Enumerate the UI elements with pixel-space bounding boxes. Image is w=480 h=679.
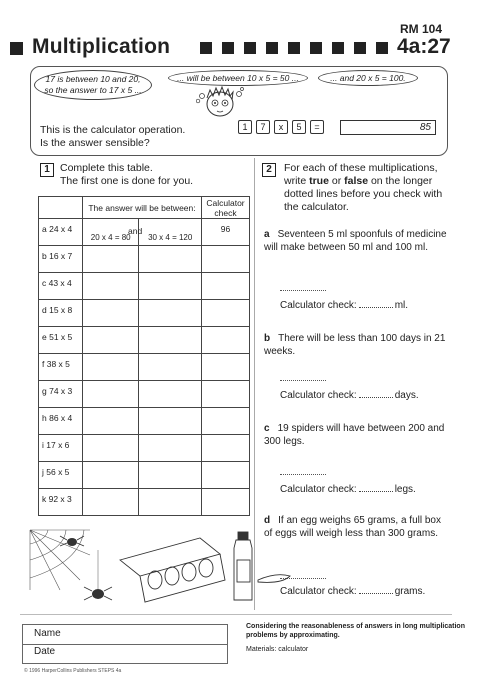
title-bullet-square (10, 42, 23, 55)
thinking-child-illustration (196, 82, 244, 120)
lower-estimate-cell[interactable] (83, 327, 139, 354)
section-2-text-b: or (328, 175, 345, 187)
section-1-line2: The first one is done for you. (60, 175, 194, 187)
title-decor-square (222, 42, 234, 54)
question-a (264, 228, 450, 254)
table-row (39, 327, 250, 354)
egg-box-icon (120, 538, 225, 602)
teacher-note: Considering the reasonableness of answers in long multiplication problems by approximating. (246, 623, 465, 639)
and-label: and (128, 226, 143, 236)
name-field-label[interactable]: Name (34, 628, 61, 639)
intro-question (40, 124, 185, 150)
table-head-blank (39, 197, 83, 219)
thought-bubble-2: ... will be between 10 x 5 = 50 ... (168, 70, 308, 86)
row-label: g 74 x 3 (39, 381, 83, 408)
calculator-check-cell[interactable] (202, 408, 250, 435)
table-head-check: Calculator check (202, 197, 250, 219)
table-row (39, 246, 250, 273)
table-row (39, 408, 250, 435)
upper-estimate-cell[interactable] (139, 246, 202, 273)
calculator-check-cell[interactable] (202, 327, 250, 354)
question-letter: d (264, 515, 271, 526)
check-line-b (280, 390, 419, 401)
table-row (39, 354, 250, 381)
row-label: k 92 x 3 (39, 489, 83, 516)
title-decor-square (310, 42, 322, 54)
question-c (264, 422, 450, 448)
section-1-line1: Complete this table. (60, 162, 153, 174)
question-letter: a (264, 229, 270, 240)
row-label: i 17 x 6 (39, 435, 83, 462)
check-unit: legs. (394, 484, 416, 495)
calculator-check-cell[interactable] (202, 273, 250, 300)
question-text: If an egg weighs 65 grams, a full box of eggs will weigh less than 300 grams. (264, 515, 441, 539)
medicine-bottle-icon (234, 532, 290, 600)
upper-estimate-cell[interactable] (139, 381, 202, 408)
table-row (39, 219, 250, 246)
calculator-check-cell[interactable] (202, 381, 250, 408)
answer-line-b[interactable] (280, 380, 326, 381)
question-letter: b (264, 333, 271, 344)
calculator-key: 7 (256, 120, 270, 134)
calculator-check-cell[interactable] (202, 246, 250, 273)
calculator-check-cell[interactable] (202, 462, 250, 489)
answer-line-a[interactable] (280, 290, 326, 291)
check-label: Calculator check: (280, 586, 357, 597)
upper-estimate-cell[interactable] (139, 273, 202, 300)
section-2-instructions (284, 162, 444, 214)
check-label: Calculator check: (280, 390, 357, 401)
lower-estimate-cell[interactable] (83, 408, 139, 435)
row-label: b 16 x 7 (39, 246, 83, 273)
calculator-check-cell[interactable] (202, 435, 250, 462)
check-blank[interactable] (359, 307, 393, 308)
lower-estimate-cell[interactable] (83, 354, 139, 381)
check-line-a (280, 300, 408, 311)
upper-estimate-cell[interactable] (139, 462, 202, 489)
estimate-table (38, 196, 250, 516)
name-date-divider (22, 644, 228, 645)
upper-estimate-cell[interactable]: 30 x 4 = 120 (139, 219, 202, 246)
calculator-key: 1 (238, 120, 252, 134)
lower-estimate-cell[interactable] (83, 246, 139, 273)
question-text: 19 spiders will have between 200 and 300 legs. (264, 423, 445, 447)
check-blank[interactable] (359, 491, 393, 492)
upper-estimate-cell[interactable] (139, 327, 202, 354)
lower-estimate-cell[interactable]: 20 x 4 = 80 (83, 219, 139, 246)
question-letter: c (264, 423, 270, 434)
title-decor-square (288, 42, 300, 54)
calculator-check-cell[interactable] (202, 300, 250, 327)
question-text: Seventeen 5 ml spoonfuls of medicine will make between 50 ml and 100 ml. (264, 229, 447, 253)
intro-question-line2: Is the answer sensible? (40, 137, 150, 149)
thought-bubble-1: 17 is between 10 and 20, so the answer to 17 x 5 ... (34, 70, 152, 100)
spider-eggs-medicine-illustration (20, 510, 310, 610)
lower-estimate-cell[interactable] (83, 462, 139, 489)
row-label: j 56 x 5 (39, 462, 83, 489)
table-row (39, 381, 250, 408)
spider-web (30, 530, 90, 590)
lower-estimate-cell[interactable] (83, 381, 139, 408)
table-row (39, 435, 250, 462)
table-row (39, 300, 250, 327)
section-2-text-c: on the longer dotted lines before you check with the calculator. (284, 175, 443, 213)
spider-icon (60, 536, 84, 546)
title-decor-square (332, 42, 344, 54)
row-label: h 86 x 4 (39, 408, 83, 435)
upper-estimate-cell[interactable] (139, 300, 202, 327)
question-b (264, 332, 450, 358)
sheet-code: 4a:27 (397, 35, 451, 58)
title-decor-square (200, 42, 212, 54)
materials-note: Materials: calculator (246, 646, 309, 653)
section-2-text-a: For each of these multiplications, write (284, 162, 438, 187)
check-unit: days. (394, 390, 419, 401)
table-row (39, 462, 250, 489)
check-unit: ml. (394, 300, 409, 311)
title-decor-square (376, 42, 388, 54)
title-decor-square (354, 42, 366, 54)
lower-estimate-cell[interactable] (83, 300, 139, 327)
check-label: Calculator check: (280, 300, 357, 311)
row-label: f 38 x 5 (39, 354, 83, 381)
spider-icon (84, 550, 112, 600)
check-blank[interactable] (359, 397, 393, 398)
upper-estimate-cell[interactable] (139, 408, 202, 435)
date-field-label[interactable]: Date (34, 646, 56, 657)
calculator-key: x (274, 120, 288, 134)
title-decor-square (266, 42, 278, 54)
intro-question-line1: This is the calculator operation. (40, 124, 186, 136)
check-blank[interactable] (359, 593, 393, 594)
calculator-check-cell[interactable]: 96 (202, 219, 250, 246)
answer-line-c[interactable] (280, 474, 326, 475)
thought-bubble-3: ... and 20 x 5 = 100. (318, 70, 418, 86)
footer-divider (20, 614, 452, 615)
sheet-code-top: RM 104 (400, 22, 443, 36)
section-1-number: 1 (40, 163, 54, 177)
copyright-note: © 1996 HarperCollins Publishers STEPS 4a (24, 668, 122, 674)
page-title: Multiplication (32, 35, 171, 58)
calculator-check-cell[interactable] (202, 354, 250, 381)
upper-estimate-cell[interactable] (139, 435, 202, 462)
check-unit: grams. (394, 586, 426, 597)
question-text: There will be less than 100 days in 21 weeks. (264, 333, 446, 357)
table-row (39, 273, 250, 300)
check-line-c (280, 484, 416, 495)
upper-estimate-cell[interactable] (139, 354, 202, 381)
calculator-key: = (310, 120, 324, 134)
section-2-number: 2 (262, 163, 276, 177)
section-2-false-word: false (344, 175, 369, 187)
section-1-instructions (60, 162, 193, 188)
section-2-true-word: true (309, 175, 329, 187)
row-label: c 43 x 4 (39, 273, 83, 300)
row-label: d 15 x 8 (39, 300, 83, 327)
row-label: a 24 x 4 (39, 219, 83, 246)
row-label: e 51 x 5 (39, 327, 83, 354)
calculator-key: 5 (292, 120, 306, 134)
lower-estimate-cell[interactable] (83, 435, 139, 462)
lower-estimate-cell[interactable] (83, 273, 139, 300)
check-label: Calculator check: (280, 484, 357, 495)
title-decor-square (244, 42, 256, 54)
table-head-between: The answer will be between: (83, 197, 202, 219)
calculator-display: 85 (340, 120, 436, 135)
